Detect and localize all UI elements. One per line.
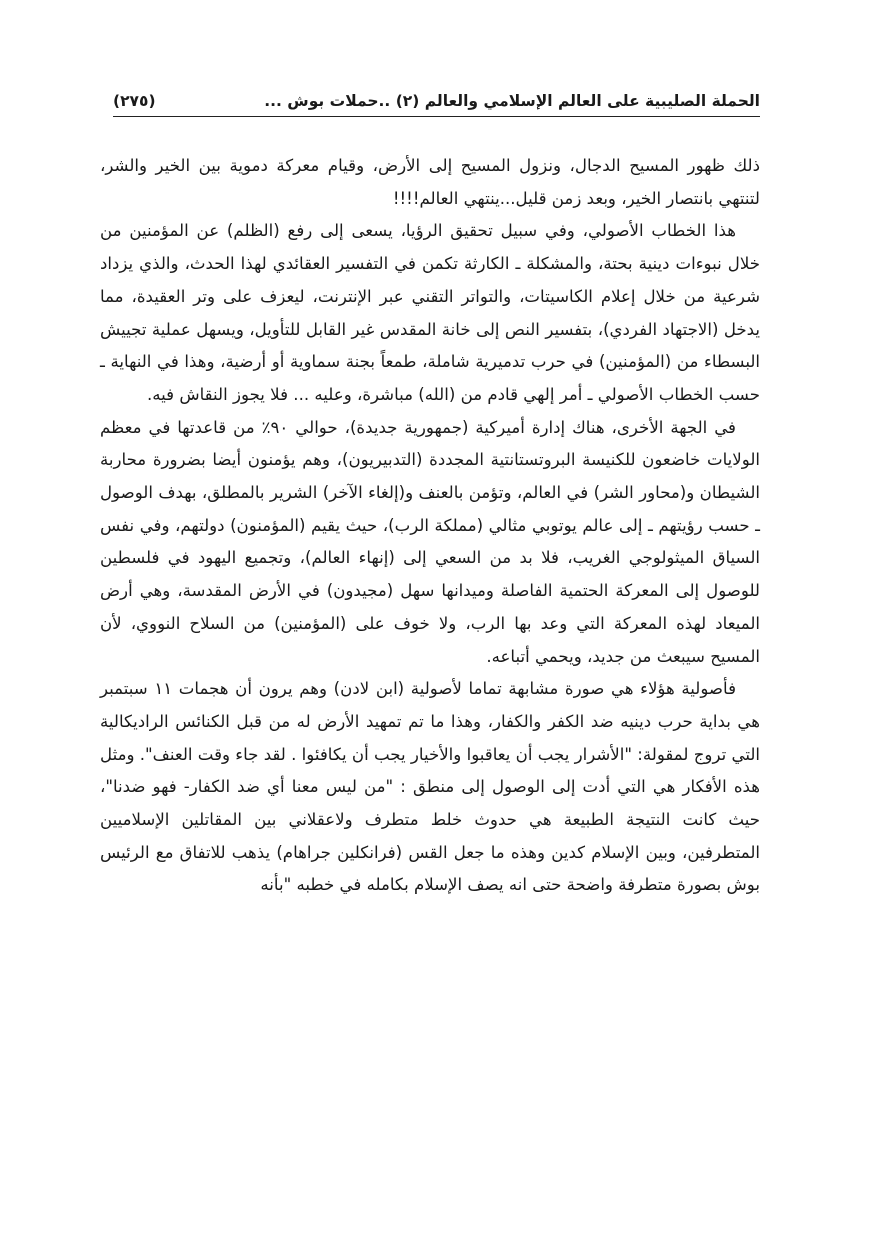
running-header <box>113 86 760 117</box>
paragraph-2: هذا الخطاب الأصولي، وفي سبيل تحقيق الرؤيا، يسعى إلى رفع (الظلم) عن المؤمنين من خلال نبوءات دينية بحتة، والمشكلة ـ الكارثة تكمن في التفسير العقائدي لهذا الحدث، والذي يزداد شرعية من خلال إعلام الكاسيتات، والتواتر التقني عبر الإنترنت، ليعزف على وتر العقيدة، مما يدخل (الاجتهاد الفردي)، بتفسير النص إلى خانة المقدس غير القابل للتأويل، ويسهل عملية تجييش البسطاء من (المؤمنين) في حرب تدميرية شاملة، طمعاً بجنة سماوية أو أرضية، وهذا في النهاية ـ حسب الخطاب الأصولي ـ أمر إلهي قادم من (الله) مباشرة، وعليه ... فلا يجوز النقاش فيه. <box>100 221 760 404</box>
paragraph-3: في الجهة الأخرى، هناك إدارة أميركية (جمهورية جديدة)، حوالي ٩٠٪ من قاعدتها في معظم الولايات خاضعون للكنيسة البروتستانتية المجددة (التدبيريون)، وهم يؤمنون أيضا بضرورة محاربة الشيطان و(محاور الشر) في العالم، وتؤمن بالعنف و(إلغاء الآخر) الشرير بالمطلق، بهدف الوصول ـ حسب رؤيتهم ـ إلى عالم يوتوبي مثالي (مملكة الرب)، حيث يقيم (المؤمنون) دولتهم، وفي نفس السياق الميثولوجي الغريب، فلا بد من السعي إلى (إنهاء العالم)، وتجميع اليهود في فلسطين للوصول إلى المعركة الحتمية الفاصلة وميدانها سهل (مجيدون) في الأرض المقدسة، وهي أرض الميعاد لهذه المعركة التي وعد بها الرب، ولا خوف على (المؤمنين) من السلاح النووي، لأن المسيح سيبعث من جديد، ويحمي أتباعه. <box>100 417 760 666</box>
paragraph-4: فأصولية هؤلاء هي صورة مشابهة تماما لأصولية (ابن لادن) وهم يرون أن هجمات ١١ سبتمبر هي بداية حرب دينيه ضد الكفر والكفار، وهذا ما تم تمهيد الأرض له من قبل الكنائس الراديكالية التي تروج لمقولة: "الأشرار يجب أن يعاقبوا والأخيار يجب أن يكافئوا . لقد جاء وقت العنف". ومثل هذه الأفكار هي التي أدت إلى الوصول إلى منطق : "من ليس معنا أي ضد الكفار- فهو ضدنا"، حيث كانت النتيجة الطبيعة هي حدوث خلط متطرف ولاعقلاني بين المقاتلين الإسلاميين المتطرفين، وبين الإسلام كدين وهذه ما جعل القس (فرانكلين جراهام) يذهب للاتفاق مع الرئيس بوش بصورة متطرفة واضحة حتى انه يصف الإسلام بكامله في خطبه "بأنه <box>100 679 760 895</box>
paragraph-1: ذلك ظهور المسيح الدجال، ونزول المسيح إلى الأرض، وقيام معركة دموية بين الخير والشر، لتنتهي بانتصار الخير، وبعد زمن قليل...ينتهي العالم!!!! <box>100 156 760 208</box>
body-text <box>100 150 760 902</box>
page-number: (٢٧٥) <box>113 92 156 110</box>
running-title: الحملة الصليبية على العالم الإسلامي والعالم (٢) ..حملات بوش ... <box>264 92 760 110</box>
